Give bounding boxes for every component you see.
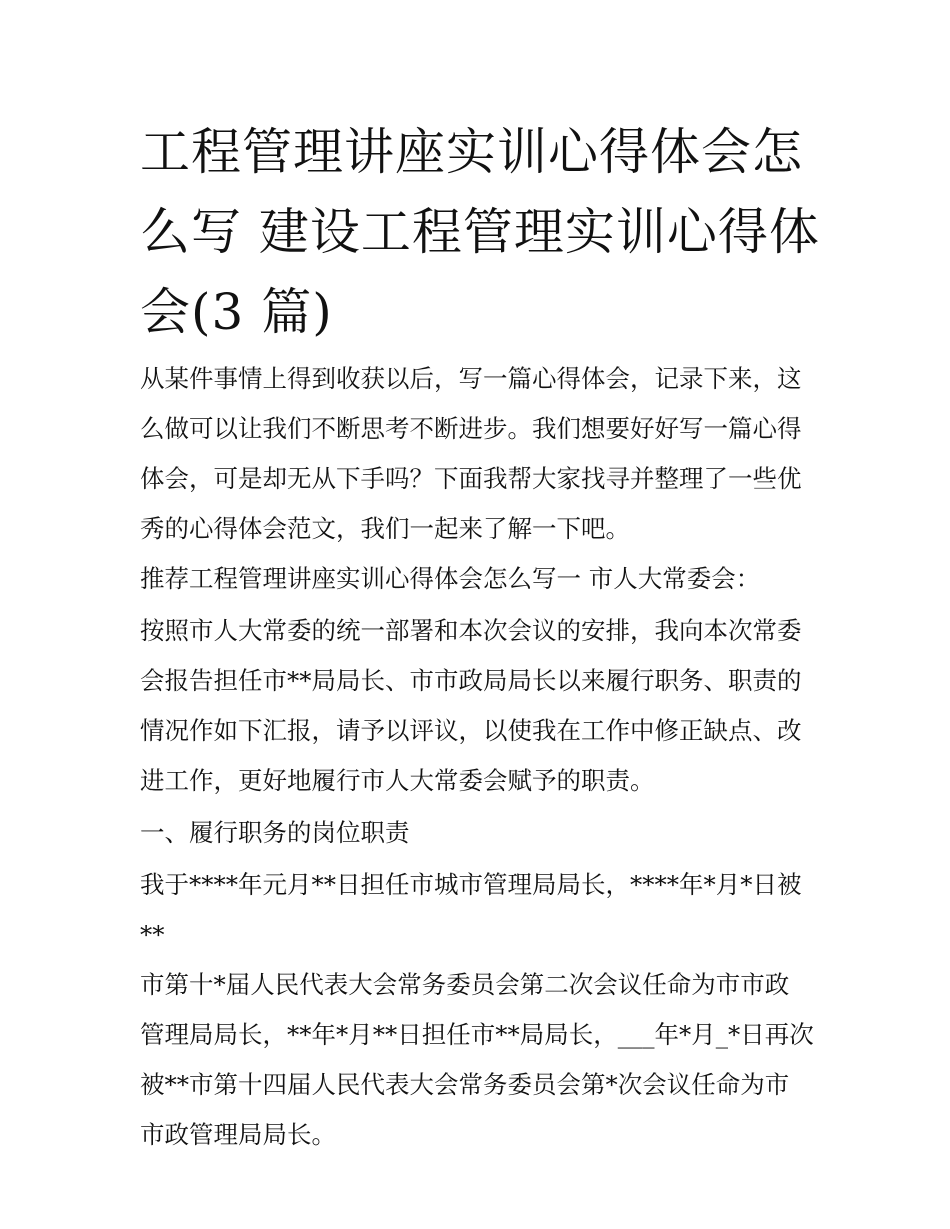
recommend-heading: 推荐工程管理讲座实训心得体会怎么写一 市人大常委会：	[140, 564, 761, 593]
section-heading-duties: 一、履行职务的岗位职责	[140, 818, 410, 847]
document-title: 工程管理讲座实训心得体会怎 么写 建设工程管理实训心得体 会(3 篇)	[140, 123, 820, 341]
appointment-paragraph: 我于****年元月**日担任市城市管理局局长，****年*月*日被** 市第十*届人民代表大会常务委员会第二次会议任命为市市政 管理局局长，**年*月**日担任市**局局长，___年*月_*日再次 被**市第十四届人民代表大会常务委员会第*次会议任命为市 市政管理局局长。	[140, 870, 814, 1149]
intro-paragraph: 从某件事情上得到收获以后，写一篇心得体会，记录下来，这 么做可以让我们不断思考不断进步。我们想要好好写一篇心得 体会，可是却无从下手吗？下面我帮大家找寻并整理了一些优 秀的心得体会范文，我们一起来了解一下吧。	[140, 364, 802, 543]
speech-paragraph: 按照市人大常委的统一部署和本次会议的安排，我向本次常委 会报告担任市**局局长、市市政局局长以来履行职务、职责的 情况作如下汇报，请予以评议，以使我在工作中修正缺点、改 进工作，更好地履行市人大常委会赋予的职责。	[140, 616, 802, 795]
